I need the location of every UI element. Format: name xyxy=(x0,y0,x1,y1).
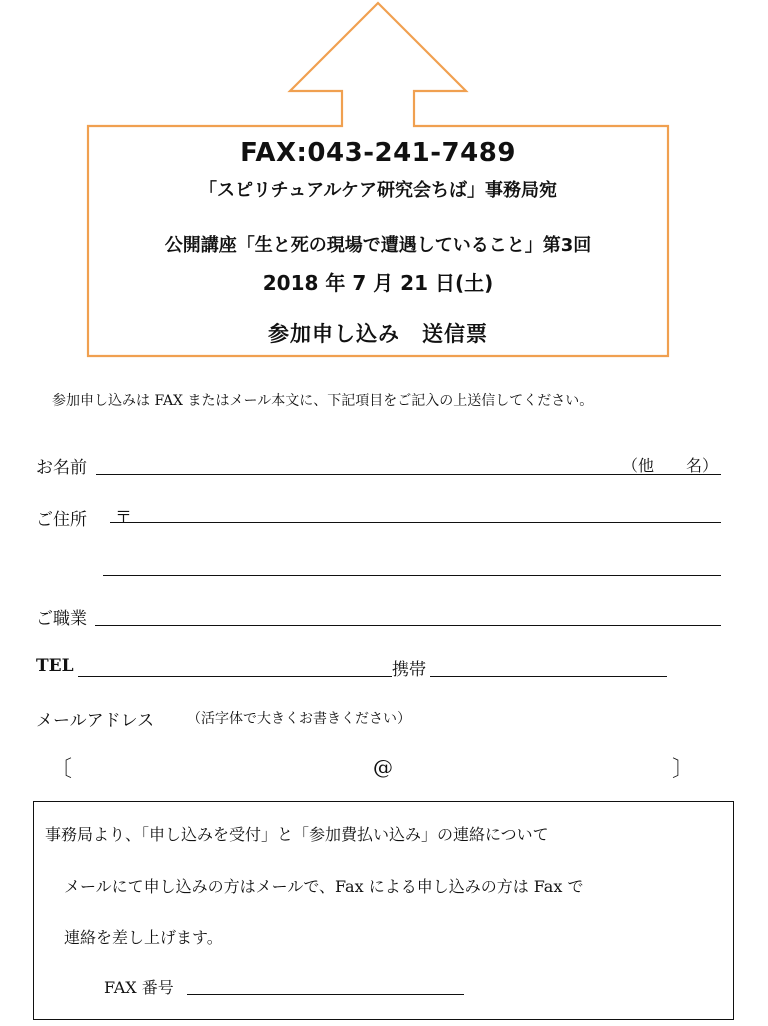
occupation-label: ご職業 xyxy=(36,609,87,629)
notice-line-3: 連絡を差し上げます。 xyxy=(64,928,223,947)
email-label: メールアドレス xyxy=(36,711,155,731)
tel-field[interactable] xyxy=(78,654,392,677)
email-bracket-open: 〔 xyxy=(50,757,73,782)
tel-label: TEL xyxy=(36,656,74,676)
instruction-text: 参加申し込みは FAX またはメール本文に、下記項目をご記入の上送信してください。 xyxy=(52,393,594,409)
email-at-sign[interactable]: @ xyxy=(373,755,393,779)
fax-number-heading: FAX:043-241-7489 xyxy=(240,138,516,168)
mobile-field[interactable] xyxy=(430,654,667,677)
form-title: 参加申し込み 送信票 xyxy=(268,322,488,346)
fax-number-label: FAX 番号 xyxy=(104,978,174,997)
email-hint: （活字体で大きくお書きください） xyxy=(187,711,411,727)
office-recipient-line: 「スピリチュアルケア研究会ちば」事務局宛 xyxy=(198,180,558,201)
notice-line-2: メールにて申し込みの方はメールで、Fax による申し込みの方は Fax で xyxy=(64,877,584,896)
mobile-label: 携帯 xyxy=(392,660,426,680)
address-field-line-2[interactable] xyxy=(103,553,721,576)
postal-mark: 〒 xyxy=(115,508,132,528)
notice-line-1: 事務局より、「申し込みを受付」と「参加費払い込み」の連絡について xyxy=(45,825,549,844)
occupation-field[interactable] xyxy=(95,603,721,626)
address-field-line-1[interactable] xyxy=(110,500,721,523)
lecture-title-line: 公開講座「生と死の現場で遭遇していること」第3回 xyxy=(164,235,592,256)
name-label: お名前 xyxy=(36,458,87,478)
others-count-note: （他 名） xyxy=(622,456,719,475)
address-label: ご住所 xyxy=(36,510,87,530)
event-date-line: 2018 年 7 月 21 日(土) xyxy=(262,271,494,295)
fax-number-field[interactable] xyxy=(187,972,464,995)
email-bracket-close: 〕 xyxy=(672,757,695,782)
